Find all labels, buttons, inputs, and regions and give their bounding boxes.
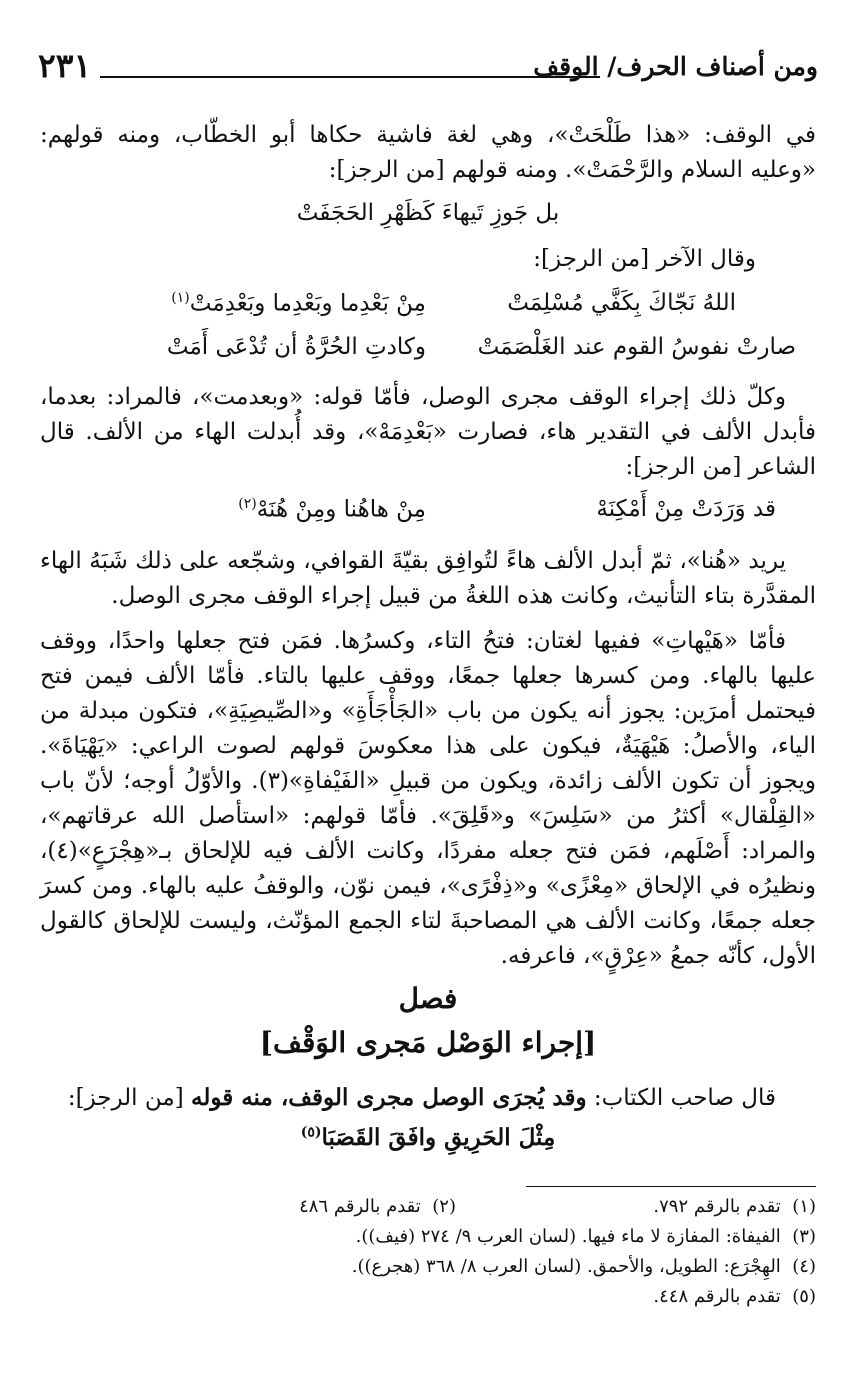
paragraph-2-text: وقال الآخر [من الرجز]:: [533, 246, 756, 272]
footnote-3-number: (٣): [792, 1226, 816, 1247]
paragraph-4: [40, 544, 816, 614]
paragraph-6-bold: وقد يُجرَى الوصل مجرى الوقف، منه قوله: [191, 1084, 587, 1111]
verse-2-line-2-second-hemistich: وكادتِ الحُرَّةُ أن تُدْعَى أَمَتْ: [166, 334, 426, 360]
footnote-1: [653, 1196, 816, 1217]
section-title: فصل: [398, 982, 458, 1015]
verse-1: بل جَوزِ تَيهاءَ كَظَهْرِ الحَجَفَتْ: [296, 200, 560, 226]
footnote-1-number: (١): [792, 1196, 816, 1217]
footnote-4: [352, 1256, 816, 1277]
paragraph-5: [40, 624, 816, 974]
verse-3-second-hemistich: [238, 496, 426, 523]
running-header-title: ومن أصناف الحرف/ الوقف: [533, 52, 818, 81]
paragraph-3: [40, 380, 816, 485]
verse-3-first-hemistich: قد وَرَدَتْ مِنْ أَمْكِنَهْ: [596, 496, 776, 522]
verse-2-line-1-text: مِنْ بَعْدِما وبَعْدِما وبَعْدِمَتْ: [189, 290, 426, 317]
header-rule: [100, 76, 600, 78]
verse-4-text: مِثْلَ الحَرِيقِ وافَقَ القَصَبَا: [321, 1124, 556, 1151]
footnote-2-text: تقدم بالرقم ٤٨٦: [299, 1196, 421, 1217]
paragraph-1-text: في الوقف: «هذا طَلْحَتْ»، وهي لغة فاشية حكاها أبو الخطّاب، ومنه قولهم: «وعليه السلام والرَّحْمَتْ». ومنه قولهم [من الرجز]:: [40, 122, 816, 183]
footnote-5-text: تقدم بالرقم ٤٤٨.: [653, 1286, 781, 1307]
paragraph-6-tail: [من الرجز]:: [67, 1085, 191, 1111]
page-number: ٢٣١: [38, 46, 92, 85]
footnote-4-number: (٤): [792, 1256, 816, 1277]
footnote-5-number: (٥): [792, 1286, 816, 1307]
paragraph-3-text: وكلّ ذلك إجراء الوقف مجرى الوصل، فأمّا قوله: «وبعدمت»، فالمراد: بعدما، فأبدل الألف في التقدير هاء، فصارت «بَعْدِمَهْ»، وقد أُبدلت الهاء من الألف. قال الشاعر [من الرجز]:: [40, 384, 816, 480]
footnote-mark-5: (٥): [300, 1124, 322, 1141]
footnote-mark-1: (١): [171, 290, 190, 306]
paragraph-4-text: يريد «هُنا»، ثمّ أبدل الألف هاءً لتُوافِق بقيّةَ القوافي، وشجّعه على ذلك شَبَهُ الهاء المقدَّرة بتاء التأنيث، وكانت هذه اللغةُ من قبيل إجراء الوقف مجرى الوصل.: [40, 548, 816, 609]
footnote-4-text: الهِجْرَع: الطويل، والأحمق. (لسان العرب ٨/ ٣٦٨ (هجرع)).: [351, 1256, 781, 1277]
footnote-2: [299, 1196, 456, 1217]
paragraph-6: [68, 1080, 776, 1116]
verse-4: [40, 1124, 816, 1151]
footnote-mark-2: (٢): [238, 496, 257, 512]
paragraph-6-lead: قال صاحب الكتاب:: [586, 1085, 776, 1111]
verse-2-line-1-first-hemistich: اللهُ نَجّاكَ بِكَفَّي مُسْلِمَتْ: [507, 290, 736, 316]
paragraph-1: [40, 118, 816, 188]
footnote-2-number: (٢): [432, 1196, 456, 1217]
verse-3-text: مِنْ هاهُنا ومِنْ هُنَهْ: [256, 496, 426, 523]
verse-2-line-2-first-hemistich: صارتْ نفوسُ القوم عند الغَلْصَمَتْ: [477, 334, 796, 360]
paragraph-2: [533, 242, 756, 277]
footnote-1-text: تقدم بالرقم ٧٩٢.: [653, 1196, 781, 1217]
footnote-rule: [526, 1186, 816, 1187]
footnote-3: [356, 1226, 816, 1247]
section-subtitle: [إجراء الوَصْل مَجرى الوَقْف]: [259, 1026, 597, 1059]
footnote-3-text: الفيفاة: المفازة لا ماء فيها. (لسان العرب ٩/ ٢٧٤ (فيف)).: [355, 1226, 781, 1247]
paragraph-5-text: فأمّا «هَيْهاتِ» ففيها لغتان: فتحُ التاء، وكسرُها. فمَن فتح جعلها واحدًا، ووقف عليها بالهاء. ومن كسرها جعلها جمعًا، ووقف عليها بالتاء. فأمّا الألف فيمن فتح فيحتمل أمرَين: يجوز أنه يكون من باب «الجَأْجَأَةِ» و«الصِّيصِيَةِ»، فتكون مبدلة من الياء، والأصلُ: هَيْهَيَةٌ، فيكون على هذا معكوسَ قولهم لصوت الراعي: «يَهْيَاةَ». ويجوز أن تكون الألف زائدة، ويكون من قبيلِ «الفَيْفاةِ»(٣). والأوّلُ أوجه؛ لأنّ باب «القِلْقال» أكثرُ من «سَلِسَ» و«قَلِقَ». فأمّا قولهم: «استأصل الله عرقاتهم»، والمراد: أَصْلَهم، فمَن فتح جعله مفردًا، وكانت الألف فيه للإلحاق بـ«هِجْرَعٍ»(٤)، ونظيرُه في الإلحاق «مِعْزًى» و«ذِفْرًى»، فيمن نوّن، والوقفُ عليه بالهاء. ومن كسرَ جعله جمعًا، وكانت الألف هي المصاحبةَ لتاء الجمع المؤنّث، وليست للإلحاق كالقول الأول، كأنّه جمعُ «عِرْقٍ»، فاعرفه.: [40, 628, 816, 969]
verse-2-line-1-second-hemistich: [171, 290, 426, 317]
footnote-5: [653, 1286, 816, 1307]
